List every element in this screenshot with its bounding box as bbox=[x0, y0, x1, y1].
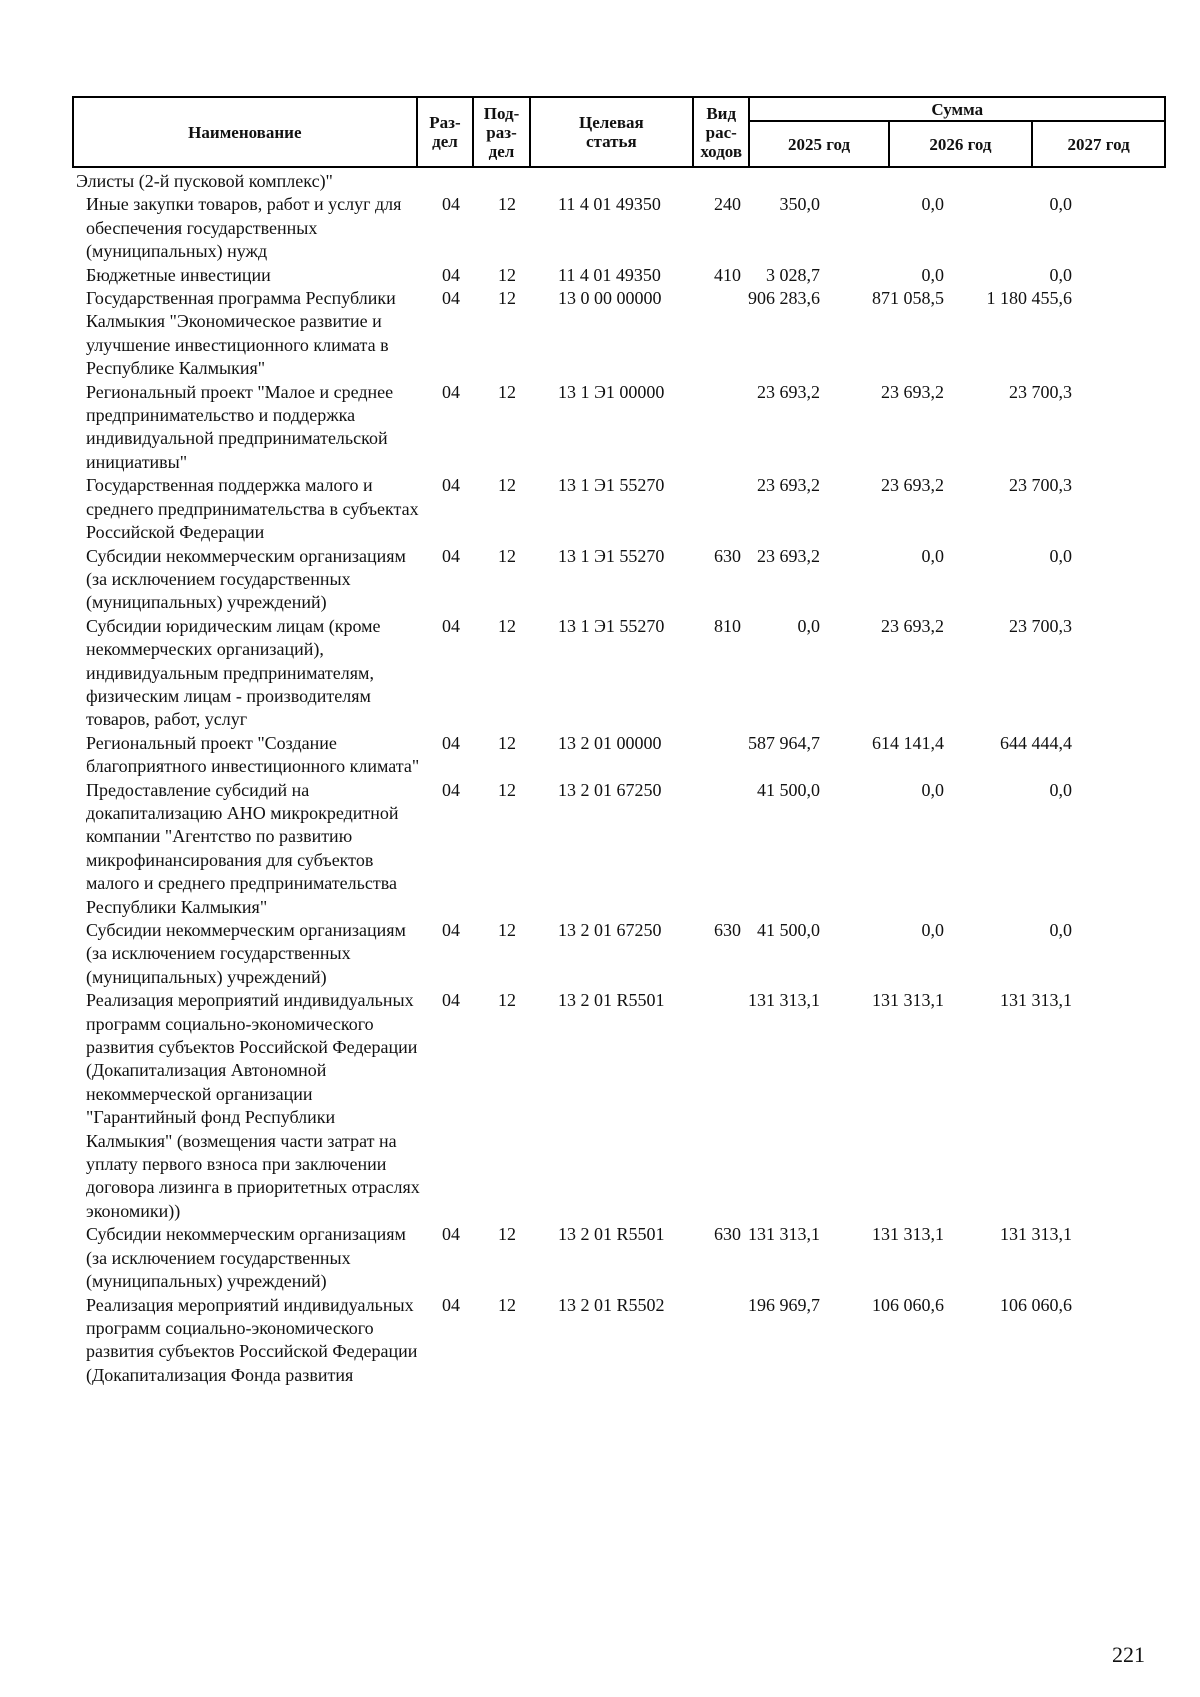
row-sum-2026: 0,0 bbox=[921, 779, 944, 800]
row-tselevaya-statya: 13 2 01 R5502 bbox=[558, 1294, 665, 1315]
table-row bbox=[76, 264, 1170, 287]
row-sum-2025: 131 313,1 bbox=[748, 990, 820, 1011]
row-name: Государственная программа Республики Калмыкия "Экономическое развитие и улучшение инвестиционного климата в Республике Калмыкия" bbox=[86, 288, 396, 379]
row-podrazdel: 12 bbox=[498, 990, 516, 1011]
row-name: Предоставление субсидий на докапитализацию АНО микрокредитной компании "Агентство по развитию микрофинансирования для субъектов малого и среднего предпринимательства Республики Калмыкия" bbox=[86, 779, 399, 917]
col-header-year-2027: 2027 год bbox=[1032, 121, 1165, 167]
col-header-vid bbox=[693, 97, 750, 167]
row-tselevaya-statya: 13 0 00 00000 bbox=[558, 288, 662, 309]
row-sum-2026: 0,0 bbox=[921, 920, 944, 940]
row-razdel: 04 bbox=[442, 288, 460, 309]
table-row bbox=[76, 193, 1170, 263]
row-sum-2026: 131 313,1 bbox=[872, 990, 944, 1011]
col-header-podrazdel-line: Под- bbox=[483, 103, 520, 123]
row-sum-2025: 41 500,0 bbox=[757, 779, 820, 800]
row-podrazdel: 12 bbox=[498, 475, 516, 496]
row-name: Иные закупки товаров, работ и услуг для обеспечения государственных (муниципальных) нужд bbox=[86, 194, 402, 262]
row-name: Реализация мероприятий индивидуальных программ социально-экономического развития субъектов Российской Федерации (Докапитализация Автономной некоммерческой организации "Гарантийный фонд Республики Калмыкия" (возмещения части затрат на уплату первого взноса при заключении договора лизинга в приоритетных отраслях экономики)) bbox=[86, 990, 420, 1221]
row-razdel: 04 bbox=[442, 1224, 460, 1245]
col-header-name: Наименование bbox=[73, 97, 417, 167]
row-sum-2025: 23 693,2 bbox=[757, 545, 820, 566]
row-sum-2025: 0,0 bbox=[797, 615, 820, 636]
row-sum-2027: 0,0 bbox=[1049, 920, 1072, 940]
row-sum-2025: 196 969,7 bbox=[748, 1294, 820, 1315]
row-razdel: 04 bbox=[442, 779, 460, 800]
row-razdel: 04 bbox=[442, 990, 460, 1011]
row-name: Государственная поддержка малого и среднего предпринимательства в субъектах Российской Федерации bbox=[86, 475, 419, 543]
row-podrazdel: 12 bbox=[498, 732, 516, 753]
row-tselevaya-statya: 11 4 01 49350 bbox=[558, 194, 661, 215]
row-sum-2025: 131 313,1 bbox=[748, 1224, 820, 1245]
row-tselevaya-statya: 13 1 Э1 55270 bbox=[558, 475, 665, 496]
row-sum-2027: 0,0 bbox=[1049, 545, 1072, 566]
row-podrazdel: 12 bbox=[498, 1294, 516, 1315]
col-header-vid-line: Вид bbox=[706, 103, 737, 123]
row-razdel: 04 bbox=[442, 920, 460, 940]
row-tselevaya-statya: 13 2 01 R5501 bbox=[558, 1224, 665, 1245]
row-sum-2026: 871 058,5 bbox=[872, 288, 944, 309]
table-row bbox=[76, 919, 1170, 989]
col-header-vid-line: рас- bbox=[705, 122, 737, 142]
row-podrazdel: 12 bbox=[498, 264, 516, 285]
row-podrazdel: 12 bbox=[498, 615, 516, 636]
row-razdel: 04 bbox=[442, 264, 460, 285]
row-sum-2025: 23 693,2 bbox=[757, 475, 820, 496]
row-tselevaya-statya: 13 1 Э1 00000 bbox=[558, 381, 665, 402]
row-sum-2027: 0,0 bbox=[1049, 194, 1072, 215]
row-podrazdel: 12 bbox=[498, 779, 516, 800]
row-vid-raskhodov: 630 bbox=[714, 1224, 741, 1245]
row-vid-raskhodov: 410 bbox=[714, 264, 741, 285]
row-name: Субсидии юридическим лицам (кроме некоммерческих организаций), индивидуальным предпринимателям, физическим лицам - производителям товаров, работ, услуг bbox=[86, 615, 381, 730]
table-row bbox=[76, 732, 1170, 779]
row-razdel: 04 bbox=[442, 615, 460, 636]
table-row bbox=[76, 1294, 1170, 1388]
row-sum-2025: 23 693,2 bbox=[757, 381, 820, 402]
row-vid-raskhodov: 240 bbox=[714, 194, 741, 215]
col-header-tselevaya-line: Целевая bbox=[578, 113, 644, 132]
row-podrazdel: 12 bbox=[498, 381, 516, 402]
row-podrazdel: 12 bbox=[498, 545, 516, 566]
row-sum-2025: 41 500,0 bbox=[757, 920, 820, 940]
row-podrazdel: 12 bbox=[498, 288, 516, 309]
col-header-razdel-line: дел bbox=[432, 132, 458, 151]
row-razdel: 04 bbox=[442, 475, 460, 496]
col-header-vid-line: ходов bbox=[700, 141, 743, 161]
row-podrazdel: 12 bbox=[498, 1224, 516, 1245]
table-row bbox=[76, 170, 1170, 193]
row-razdel: 04 bbox=[442, 194, 460, 215]
row-podrazdel: 12 bbox=[498, 194, 516, 215]
table-row bbox=[76, 989, 1170, 1223]
row-sum-2026: 131 313,1 bbox=[872, 1224, 944, 1245]
col-header-razdel bbox=[417, 97, 474, 167]
row-sum-2027: 23 700,3 bbox=[1009, 381, 1072, 402]
row-sum-2025: 587 964,7 bbox=[748, 732, 820, 753]
row-sum-2026: 0,0 bbox=[921, 545, 944, 566]
col-header-podrazdel-line: раз- bbox=[486, 122, 517, 142]
col-header-razdel-line: Раз- bbox=[429, 113, 461, 132]
row-vid-raskhodov: 630 bbox=[714, 920, 741, 940]
table-row bbox=[76, 381, 1170, 475]
col-header-year-2026: 2026 год bbox=[889, 121, 1033, 167]
row-sum-2027: 644 444,4 bbox=[1000, 732, 1072, 753]
row-vid-raskhodov: 630 bbox=[714, 545, 741, 566]
page-number: 221 bbox=[1112, 1642, 1145, 1667]
table-row bbox=[76, 779, 1170, 919]
row-razdel: 04 bbox=[442, 1294, 460, 1315]
row-sum-2025: 3 028,7 bbox=[766, 264, 820, 285]
row-razdel: 04 bbox=[442, 732, 460, 753]
row-tselevaya-statya: 13 2 01 67250 bbox=[558, 779, 662, 800]
row-sum-2026: 0,0 bbox=[921, 194, 944, 215]
table-body bbox=[76, 170, 1170, 1387]
table-row bbox=[76, 474, 1170, 544]
row-tselevaya-statya: 13 1 Э1 55270 bbox=[558, 545, 665, 566]
table-header bbox=[72, 96, 1166, 168]
row-sum-2026: 23 693,2 bbox=[881, 381, 944, 402]
row-tselevaya-statya: 13 2 01 67250 bbox=[558, 920, 662, 940]
table-row bbox=[76, 545, 1170, 615]
row-sum-2026: 106 060,6 bbox=[872, 1294, 944, 1315]
row-tselevaya-statya: 13 1 Э1 55270 bbox=[558, 615, 665, 636]
col-header-year-2025: 2025 год bbox=[749, 121, 888, 167]
row-sum-2027: 131 313,1 bbox=[1000, 1224, 1072, 1245]
row-podrazdel: 12 bbox=[498, 920, 516, 940]
table-row bbox=[76, 287, 1170, 381]
row-name: Субсидии некоммерческим организациям (за исключением государственных (муниципальных) учреждений) bbox=[86, 1224, 406, 1292]
row-sum-2026: 0,0 bbox=[921, 264, 944, 285]
col-header-summa: Сумма bbox=[749, 97, 1165, 121]
col-header-podrazdel-line: дел bbox=[488, 141, 515, 161]
row-name: Региональный проект "Создание благоприятного инвестиционного климата" bbox=[86, 732, 420, 777]
col-header-podrazdel bbox=[473, 97, 530, 167]
row-sum-2026: 23 693,2 bbox=[881, 615, 944, 636]
row-sum-2025: 350,0 bbox=[779, 194, 820, 215]
row-sum-2027: 131 313,1 bbox=[1000, 990, 1072, 1011]
row-tselevaya-statya: 11 4 01 49350 bbox=[558, 264, 661, 285]
col-header-tselevaya bbox=[530, 97, 693, 167]
row-vid-raskhodov: 810 bbox=[714, 615, 741, 636]
row-sum-2026: 614 141,4 bbox=[872, 732, 944, 753]
row-name: Реализация мероприятий индивидуальных программ социально-экономического развития субъектов Российской Федерации (Докапитализация Фонда развития bbox=[86, 1294, 418, 1385]
row-sum-2027: 0,0 bbox=[1049, 264, 1072, 285]
row-sum-2027: 0,0 bbox=[1049, 779, 1072, 800]
row-sum-2025: 906 283,6 bbox=[748, 288, 820, 309]
row-razdel: 04 bbox=[442, 545, 460, 566]
table-row bbox=[76, 615, 1170, 732]
row-sum-2027: 1 180 455,6 bbox=[986, 288, 1072, 309]
table-row bbox=[76, 1223, 1170, 1293]
row-name: Элисты (2-й пусковой комплекс)" bbox=[76, 171, 333, 191]
row-tselevaya-statya: 13 2 01 00000 bbox=[558, 732, 662, 753]
row-sum-2027: 23 700,3 bbox=[1009, 475, 1072, 496]
row-razdel: 04 bbox=[442, 381, 460, 402]
col-header-tselevaya-line: статья bbox=[586, 132, 637, 151]
row-name: Бюджетные инвестиции bbox=[86, 264, 271, 285]
row-name: Субсидии некоммерческим организациям (за исключением государственных (муниципальных) учреждений) bbox=[86, 545, 406, 613]
row-sum-2027: 23 700,3 bbox=[1009, 615, 1072, 636]
row-sum-2026: 23 693,2 bbox=[881, 475, 944, 496]
row-name: Субсидии некоммерческим организациям (за исключением государственных (муниципальных) учреждений) bbox=[86, 920, 406, 987]
row-tselevaya-statya: 13 2 01 R5501 bbox=[558, 990, 665, 1011]
row-sum-2027: 106 060,6 bbox=[1000, 1294, 1072, 1315]
row-name: Региональный проект "Малое и среднее предпринимательство и поддержка индивидуальной предпринимательской инициативы" bbox=[86, 381, 394, 472]
